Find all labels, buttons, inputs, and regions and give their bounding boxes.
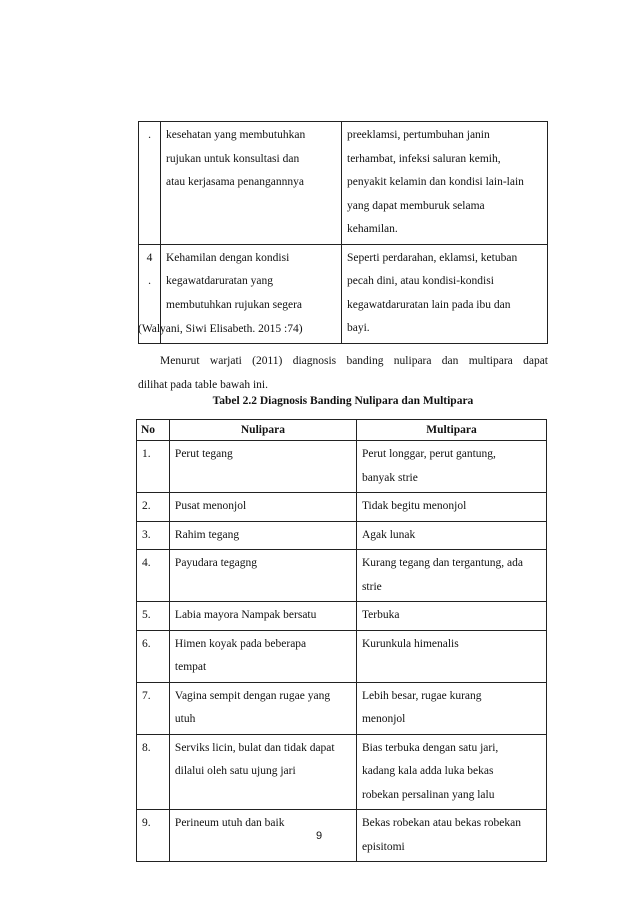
table-row <box>137 550 547 602</box>
row-detail <box>342 122 548 245</box>
table-row <box>137 734 547 810</box>
cell-line: Payudara tegagng <box>174 557 257 569</box>
cell-line: . <box>148 129 151 141</box>
row-number: 5. <box>137 602 170 631</box>
cell-line: utuh <box>174 713 196 725</box>
table-row <box>137 602 547 631</box>
cell-line: penyakit kelamin dan kondisi lain-lain <box>347 176 524 188</box>
row-number: 4. <box>137 550 170 602</box>
cell-line: . <box>148 275 151 287</box>
cell-line: banyak strie <box>361 471 418 484</box>
nulipara-cell <box>169 734 356 810</box>
nulipara-cell <box>169 550 356 602</box>
multipara-cell <box>356 550 546 602</box>
cell-line: Kehamilan dengan kondisi <box>166 251 290 264</box>
row-number: 7. <box>137 682 170 734</box>
cell-line: Himen koyak pada beberapa <box>174 637 307 650</box>
cell-line: pecah dini, atau kondisi-kondisi <box>347 275 494 287</box>
table-row <box>137 682 547 734</box>
multipara-cell <box>356 734 546 810</box>
nulipara-cell <box>169 682 356 734</box>
multipara-cell <box>356 493 546 522</box>
cell-line: robekan persalinan yang lalu <box>361 788 495 801</box>
cell-line: rujukan untuk konsultasi dan <box>166 152 300 165</box>
nulipara-cell <box>169 441 356 493</box>
cell-line: episitomi <box>361 840 405 853</box>
page-number: 9 <box>315 830 323 842</box>
row-number: 9. <box>137 810 170 862</box>
multipara-cell <box>356 441 546 493</box>
cell-line: Seperti perdarahan, eklamsi, ketuban <box>347 251 518 264</box>
cell-line: dilalui oleh satu ujung jari <box>174 765 296 777</box>
cell-line: preeklamsi, pertumbuhan janin <box>347 129 490 141</box>
cell-line: Labia mayora Nampak bersatu <box>174 609 317 621</box>
cell-line: terhambat, infeksi saluran kemih, <box>347 152 501 165</box>
row-detail <box>342 244 548 343</box>
row-number: 3. <box>137 521 170 550</box>
cell-line: strie <box>361 580 382 593</box>
cell-line: kesehatan yang membutuhkan <box>166 129 306 141</box>
row-number: 2. <box>137 493 170 522</box>
cell-line: Serviks licin, bulat dan tidak dapat <box>174 741 335 754</box>
paragraph-line-1: Menurut warjati (2011) diagnosis banding nulipara dan multipara dapat <box>160 355 548 367</box>
nulipara-cell <box>169 602 356 631</box>
table-row <box>137 521 547 550</box>
header-nulipara: Nulipara <box>169 420 356 441</box>
table-row <box>137 441 547 493</box>
cell-line: kegawatdaruratan lain pada ibu dan <box>347 298 511 311</box>
cell-line: kadang kala adda luka bekas <box>361 765 494 777</box>
nulipara-cell <box>169 630 356 682</box>
cell-line: menonjol <box>361 713 406 725</box>
table-row <box>137 493 547 522</box>
table-row <box>139 122 548 245</box>
cell-line: kehamilan. <box>347 223 398 235</box>
header-multipara: Multipara <box>356 420 546 441</box>
cell-line: 4 <box>146 251 153 264</box>
citation: (Walyani, Siwi Elisabeth. 2015 :74) <box>138 323 303 335</box>
nulipara-cell <box>169 521 356 550</box>
table-caption: Tabel 2.2 Diagnosis Banding Nulipara dan Multipara <box>212 395 474 407</box>
cell-line: Kurang tegang dan tergantung, ada <box>361 557 523 569</box>
cell-line: bayi. <box>347 322 370 334</box>
row-number: 1. <box>137 441 170 493</box>
multipara-cell <box>356 521 546 550</box>
continuation-table <box>138 121 548 344</box>
cell-line: Pusat menonjol <box>174 500 247 512</box>
cell-line: Perut longgar, perut gantung, <box>361 448 496 460</box>
table-header-row <box>137 420 547 441</box>
table-row <box>137 630 547 682</box>
cell-line: Bekas robekan atau bekas robekan <box>361 817 521 829</box>
cell-line: Rahim tegang <box>174 528 240 541</box>
cell-line: atau kerjasama penangannnya <box>166 176 304 188</box>
cell-line: Perineum utuh dan baik <box>174 817 285 829</box>
nulipara-cell <box>169 493 356 522</box>
row-number: 8. <box>137 734 170 810</box>
cell-line: Vagina sempit dengan rugae yang <box>174 689 331 702</box>
cell-line: yang dapat memburuk selama <box>347 199 485 212</box>
cell-line: Tidak begitu menonjol <box>361 500 467 512</box>
paragraph <box>138 349 548 397</box>
diagnosis-table <box>136 419 547 862</box>
cell-line: Agak lunak <box>361 528 416 541</box>
multipara-cell <box>356 602 546 631</box>
cell-line: Terbuka <box>361 609 400 621</box>
cell-line: tempat <box>174 661 207 673</box>
header-no: No <box>137 420 170 441</box>
cell-line: membutuhkan rujukan segera <box>166 298 303 311</box>
cell-line: kegawatdaruratan yang <box>166 275 273 287</box>
paragraph-line-2: dilihat pada table bawah ini. <box>138 379 268 391</box>
multipara-cell <box>356 682 546 734</box>
row-description <box>161 122 342 245</box>
cell-line: Lebih besar, rugae kurang <box>361 689 482 702</box>
row-number <box>139 122 161 245</box>
cell-line: Perut tegang <box>174 448 233 460</box>
row-number: 6. <box>137 630 170 682</box>
cell-line: Bias terbuka dengan satu jari, <box>361 741 499 754</box>
multipara-cell <box>356 630 546 682</box>
cell-line: Kurunkula himenalis <box>361 637 459 650</box>
